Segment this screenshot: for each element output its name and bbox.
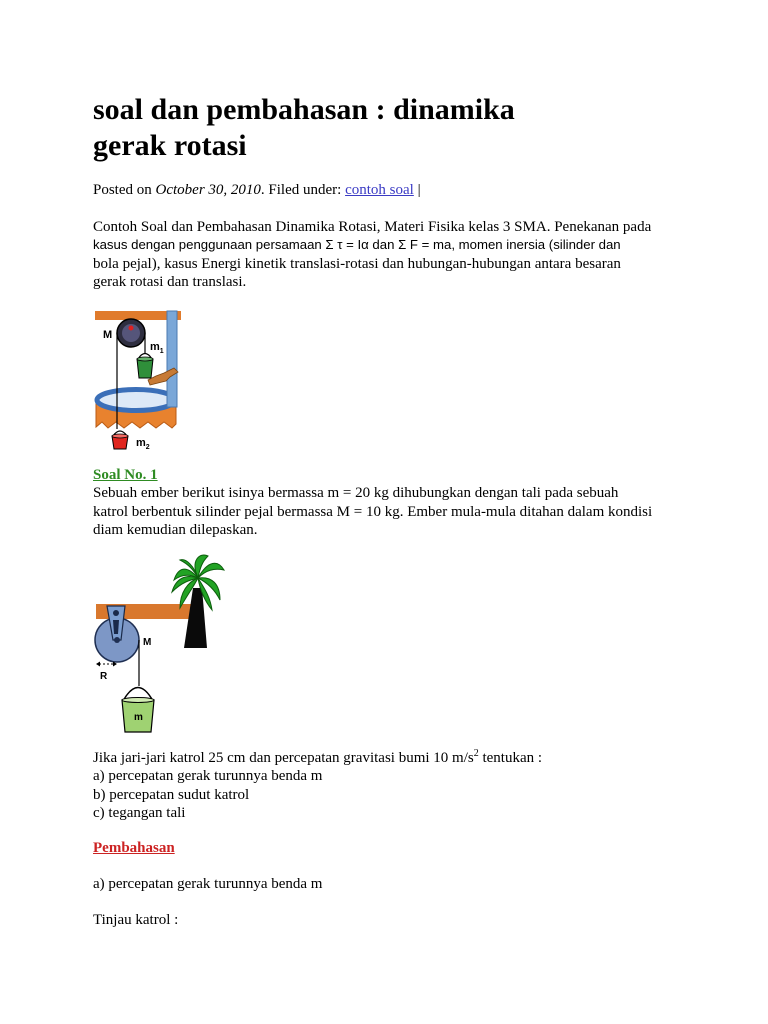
pembahasan-tinjau: Tinjau katrol : (93, 912, 179, 928)
intro-paragraph (93, 218, 651, 291)
category-link[interactable]: contoh soal (345, 182, 414, 198)
soal-1-line: diam kemudian dilepaskan. (93, 521, 258, 538)
posted-label: Posted on (93, 182, 156, 198)
question-line (93, 749, 542, 767)
soal-1-heading: Soal No. 1 (93, 467, 158, 483)
radius-label: R (100, 671, 108, 682)
support-post (167, 311, 177, 407)
bucket-1-rim (137, 357, 153, 361)
soal-1-line: Sebuah ember berikut isinya bermassa m = 20 kg dihubungkan dengan tali pada sebuah (93, 485, 619, 502)
bucket-2-label-sub: 2 (145, 444, 150, 451)
post-meta (93, 181, 421, 199)
question-item: c) tegangan tali (93, 804, 186, 821)
well-pulley-figure (90, 305, 190, 455)
post-title-line-2: gerak rotasi (93, 129, 247, 162)
pulley-label: M (143, 637, 152, 648)
bucket-label: m (134, 712, 143, 723)
intro-line: gerak rotasi dan translasi. (93, 273, 247, 290)
meta-separator: | (413, 182, 421, 198)
pembahasan-part-a: a) percepatan gerak turunnya benda m (93, 876, 323, 892)
bucket-2-label-main: m (136, 437, 146, 449)
bucket-1-label (150, 341, 164, 355)
bucket-2-label (136, 437, 150, 451)
bucket-2-rim (112, 434, 128, 438)
soal-1-section (93, 466, 652, 539)
intro-line-formula: kasus dengan penggunaan persamaan Σ τ = Iα dan Σ F = ma, momen inersia (silinder dan (93, 237, 621, 253)
question-text-after: tentukan : (478, 750, 543, 766)
bucket-1-label-sub: 1 (159, 348, 164, 355)
pembahasan-heading: Pembahasan (93, 840, 175, 856)
bracket-slot (113, 620, 119, 634)
bracket-bolt (113, 610, 119, 616)
question-item: b) percepatan sudut katrol (93, 786, 250, 803)
post-date: October 30, 2010 (155, 182, 261, 198)
intro-line: bola pejal), kasus Energi kinetik translasi-rotasi dan hubungan-hubungan antara besaran (93, 255, 621, 272)
question-text-before: Jika jari-jari katrol 25 cm dan percepatan gravitasi bumi 10 m/s (93, 750, 474, 766)
post-title-line-1: soal dan pembahasan : dinamika (93, 93, 515, 126)
question-section (93, 749, 542, 822)
question-superscript: 2 (473, 748, 479, 759)
radius-arrow-left (96, 662, 100, 667)
pulley-label: M (103, 329, 113, 341)
question-item: a) percepatan gerak turunnya benda m (93, 768, 323, 785)
bucket-1-label-main: m (150, 341, 160, 353)
post-title (93, 92, 515, 164)
well-rim (97, 390, 175, 411)
intro-line: Contoh Soal dan Pembahasan Dinamika Rotasi, Materi Fisika kelas 3 SMA. Penekanan pada (93, 219, 652, 235)
pulley-axle (114, 637, 120, 643)
soal-1-line: katrol berbentuk silinder pejal bermassa M = 10 kg. Ember mula-mula ditahan dalam kondisi (93, 503, 653, 520)
pulley-bucket-figure (90, 550, 230, 740)
filed-label: . Filed under: (260, 182, 346, 198)
pulley-axle (129, 326, 134, 331)
bucket-rim (122, 698, 154, 703)
bucket-1 (137, 359, 153, 378)
